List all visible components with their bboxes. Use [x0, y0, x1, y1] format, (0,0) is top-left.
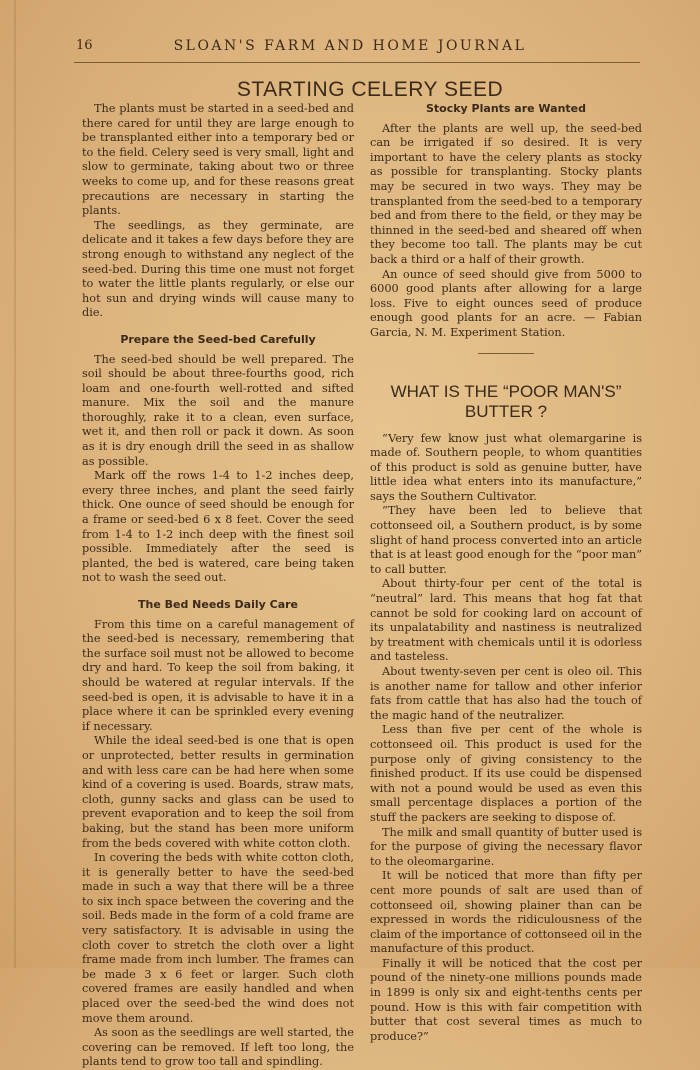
paragraph: “Very few know just what olemargarine is made of. Southern people, to whom quantities of this product is sold as genuine butter, have little idea what enters into its manufacture,” says the Southern Cultivator.	[370, 431, 642, 503]
paragraph: “They have been led to believe that cottonseed oil, a Southern product, is by some slight of hand process converted into an article that is at least good enough for the “poor man” to call butter.	[370, 504, 642, 576]
paragraph: Mark off the rows 1-4 to 1-2 inches deep, every three inches, and plant the seed fairly thick. One ounce of seed should be enough for a frame or seed-bed 6 x 8 feet. Cover the seed from 1-4 to 1-2 inch deep with the finest soil possible. Immediately after the seed is planted, the bed is watered, care being taken not to wash the seed out.	[82, 469, 354, 585]
paragraph: Finally it will be noticed that the cost per pound of the ninety-one millions pounds made in 1899 is only six and eight-tenths cents per pound. How is this with fair competition with butter that cost several times as much to produce?”	[370, 956, 642, 1043]
header-rule	[74, 62, 640, 63]
page-number: 16	[76, 38, 93, 53]
paragraph: While the ideal seed-bed is one that is open or unprotected, better results in germination and with less care can be had here when some kind of a covering is used. Boards, straw mats, cloth, gunny sacks and glass can be used to prevent evaporation and to keep the soil from baking, but the stand has been more uniform from the beds covered with white cotton cloth.	[82, 734, 354, 850]
left-column	[82, 102, 354, 1070]
paragraph: The seed-bed should be well prepared. The soil should be about three-fourths good, rich loam and one-fourth well-rotted and sifted manure. Mix the soil and the manure thoroughly, rake it to a clean, even surface, wet it, and then roll or pack it down. As soon as it is dry enough drill the seed in as shallow as possible.	[82, 352, 354, 468]
paragraph: From this time on a careful management of the seed-bed is necessary, remembering that the surface soil must not be allowed to become dry and hard. To keep the soil from baking, it should be watered at regular intervals. If the seed-bed is open, it is advisable to have it in a place where it can be sprinkled every evening if necessary.	[82, 617, 354, 733]
paragraph: The seedlings, as they germinate, are delicate and it takes a few days before they are strong enough to withstand any neglect of the seed-bed. During this time one must not forget to water the little plants regularly, or else our hot sun and drying winds will cause many to die.	[82, 218, 354, 320]
article-title-line: BUTTER ?	[464, 401, 548, 421]
paragraph: About twenty-seven per cent is oleo oil. This is another name for tallow and other inferior fats from cattle that has also had the touch of the magic hand of the neutralizer.	[370, 665, 642, 722]
section-heading: Prepare the Seed-bed Carefully	[120, 332, 316, 346]
paragraph: After the plants are well up, the seed-bed can be irrigated if so desired. It is very important to have the celery plants as stocky as possible for transplanting. Stocky plants may be secured in two ways. They may be transplanted from the seed-bed to a temporary bed and from there to the field, or they may be thinned in the seed-bed and sheared off when they become too tall. The plants may be cut back a third or a half of their growth.	[370, 121, 642, 266]
section-heading: The Bed Needs Daily Care	[137, 598, 299, 611]
right-column	[370, 102, 642, 1044]
journal-title: SLOAN'S FARM AND HOME JOURNAL	[173, 38, 527, 54]
paragraph: It will be noticed that more than fifty per cent more pounds of salt are used than of cottonseed oil, showing plainer than can be expressed in words the ridiculousness of the claim of the importance of cottonseed oil in the manufacture of this product.	[370, 869, 642, 956]
article-title	[370, 382, 642, 422]
paragraph: In covering the beds with white cotton cloth, it is generally better to have the seed-bed made in such a way that there will be a three to six inch space between the covering and the soil. Beds made in the form of a cold frame are very satisfactory. It is advisable in using the cloth cover to stretch the cloth over a light frame made from inch lumber. The frames can be made 3 x 6 feet or larger. Such cloth covered frames are easily handled and when placed over the seed-bed the wind does not move them around.	[82, 851, 354, 1025]
page-crease	[14, 0, 16, 968]
paragraph: About thirty-four per cent of the total is “neutral” lard. This means that hog fat that cannot be sold for cooking lard on account of its unpalatability and nastiness is neutralized by treatment with chemicals until it is odorless and tasteless.	[370, 577, 642, 664]
paragraph: The milk and small quantity of butter used is for the purpose of giving the necessary flavor to the oleomargarine.	[370, 825, 642, 868]
paragraph: The plants must be started in a seed-bed and there cared for until they are large enough to be transplanted either into a temporary bed or to the field. Celery seed is very small, light and slow to germinate, taking about two or three weeks to come up, and for these reasons great precautions are necessary in starting the plants.	[82, 102, 354, 218]
article-divider	[478, 353, 534, 354]
article-title-line: WHAT IS THE “POOR MAN'S”	[390, 381, 622, 401]
article-title: STARTING CELERY SEED	[236, 78, 504, 101]
paragraph: As soon as the seedlings are well started, the covering can be removed. If left too long, the plants tend to grow too tall and spindling.	[82, 1026, 354, 1069]
section-heading: Stocky Plants are Wanted	[425, 102, 587, 115]
paragraph: Less than five per cent of the whole is cottonseed oil. This product is used for the purpose only of giving consistency to the finished product. If its use could be dispensed with not a pound would be used as even this small percentage displaces a portion of the stuff the packers are seeking to dispose of.	[370, 723, 642, 824]
paragraph: An ounce of seed should give from 5000 to 6000 good plants after allowing for a large loss. Five to eight ounces seed of produce enough good plants for an acre. — Fabian Garcia, N. M. Experiment Station.	[370, 267, 642, 339]
